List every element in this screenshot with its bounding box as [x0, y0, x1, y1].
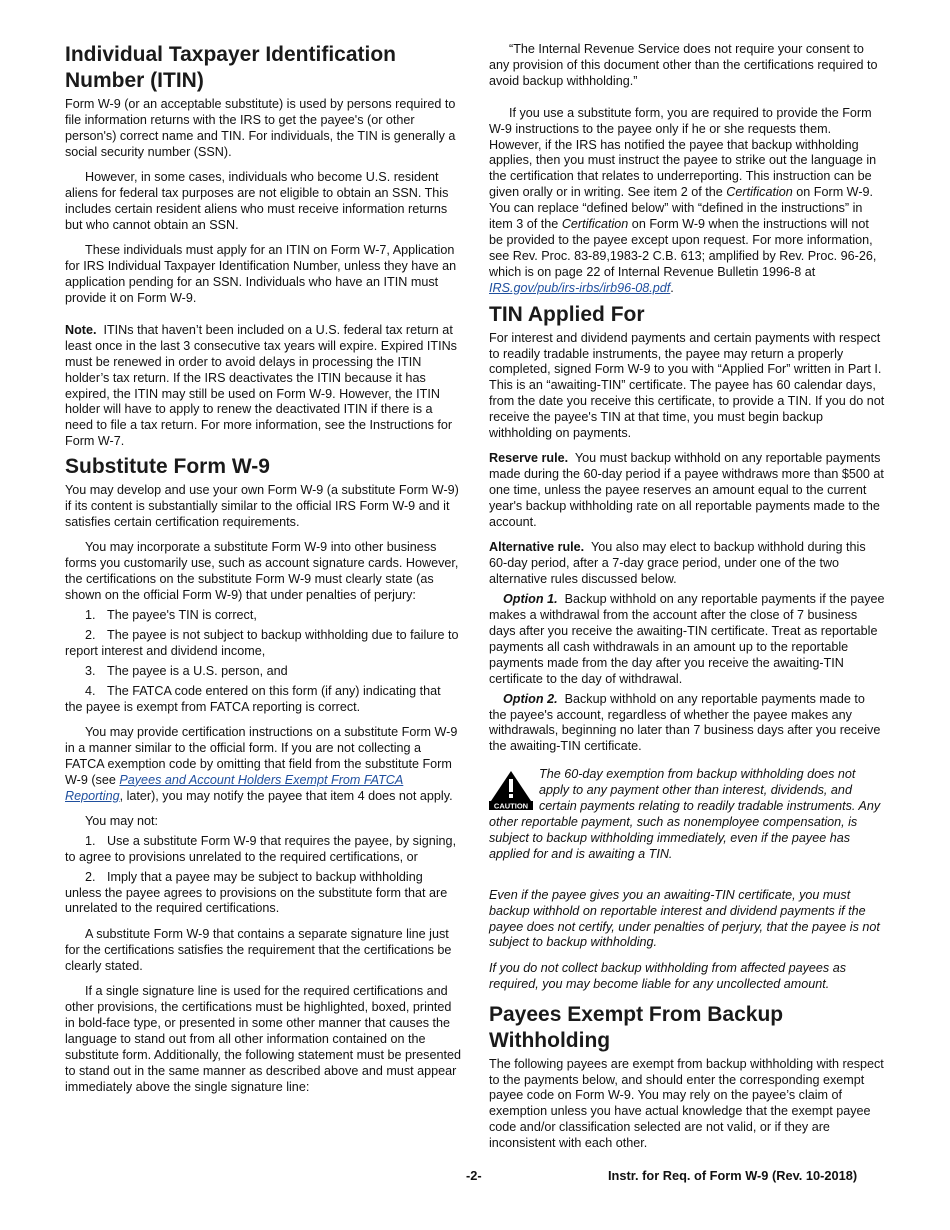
- right-column: [489, 38, 885, 1152]
- tin-applied-heading: TIN Applied For: [489, 302, 645, 326]
- substitute-paragraph-3: You may provide certification instructions on a substitute Form W-9 in a manner similar to the official form. If you are not collecting a FATCA exemption code by omitting that field from the substitute Form W-9 (see Payees and Account Holders Exempt From FATCA Reporting, later), you may notify the payee that item 4 does not apply.: [65, 724, 458, 803]
- caution-icon: [489, 770, 533, 810]
- list-item: 3. The payee is a U.S. person, and: [85, 663, 288, 678]
- substitute-form-paragraph: If you use a substitute form, you are required to provide the Form W-9 instructions to the payee only if he or she requests them. However, if the IRS has notified the payee that backup withholding applies, then you must instruct the payee to strike out the language in the certification that relates to underreporting. This instruction can be given orally or in writing. See item 2 of the Certification on Form W-9. You can replace “defined below” with “defined in the instructions” in item 3 of the Certification on Form W-9 when the instructions will not be provided to the payee except upon request. For more information, see Rev. Proc. 83-89,1983-2 C.B. 613; amplified by Rev. Proc. 96-26, which is on page 22 of Internal Revenue Bulletin 1996-8 at IRS.gov/pub/irs-irbs/irb96-08.pdf.: [489, 105, 877, 295]
- itin-paragraph-2: However, in some cases, individuals who become U.S. resident aliens for federal tax purposes are not eligible to obtain an SSN. This includes certain resident aliens who must receive information returns but who cannot obtain an SSN.: [65, 170, 449, 232]
- note-text: ITINs that haven’t been included on a U.S. federal tax return at least once in the last 3 consecutive tax years will expire. Expired ITINs must be renewed in order to avoid delays in processing the ITIN holder’s tax return. If the IRS deactivates the ITIN because it has expired, the ITIN may still be used on Form W-9. However, the ITIN holder will have to apply to renew the deactivated ITIN if there is a need to file a tax return. For more information, see the Instructions for Form W-7.: [65, 322, 457, 449]
- substitute-paragraph-5: If a single signature line is used for the required certifications and other provisions, the certifications must be highlighted, boxed, printed in bold-face type, or presented in some other manner that causes the language to stand out from all other information contained on the substitute form. Additionally, the following statement must be presented to stand out in the same manner as described above and must appear immediately above the single signature line:: [65, 984, 461, 1094]
- tin-applied-paragraph: For interest and dividend payments and certain payments with respect to readily tradable instruments, the payee may return a properly completed, signed Form W-9 to you with “Applied For” written in Part I. This is an “awaiting-TIN” certificate. The payee has 60 calendar days, from the date you receive this certificate, to provide a TIN. If you do not receive the payee's TIN at that time, you must begin backup withholding on payments.: [489, 330, 885, 441]
- itin-paragraph-1: Form W-9 (or an acceptable substitute) is used by persons required to file information returns with the IRS to get the payee's (or other person's) correct name and TIN. For individuals, the TIN is generally a social security number (SSN).: [65, 97, 456, 159]
- caution-text: The 60-day exemption from backup withholding does not apply to any payment other than interest, dividends, and certain payments relating to readily tradable instruments. Any other reportable payment, such as nonemployee compensation, is subject to backup withholding immediately, even if the payee has applied for and is awaiting a TIN.: [489, 767, 881, 861]
- reserve-rule-paragraph: Reserve rule. You must backup withhold on any reportable payments made during the 60-day period if a payee withdraws more than $500 at one time, unless the payee reserves an amount equal to the current year's backup withholding rate on all reportable payments made to the account.: [489, 451, 884, 530]
- note-paragraph: [65, 323, 461, 450]
- list-item: 2. Imply that a payee may be subject to backup withholding unless the payee agrees to provisions on the substitute form that are unrelated to the required certifications.: [65, 869, 448, 916]
- fatca-exempt-link[interactable]: Payees and Account Holders Exempt From FATCA Reporting: [65, 772, 404, 803]
- irb-pdf-link[interactable]: IRS.gov/pub/irs-irbs/irb96-08.pdf: [489, 280, 671, 295]
- substitute-heading: Substitute Form W-9: [65, 455, 270, 479]
- awaiting-tin-note: Even if the payee gives you an awaiting-TIN certificate, you must backup withhold on reportable interest and dividend payments if the payee does not certify, under penalties of perjury, that the payee is not subject to backup withholding.: [489, 887, 880, 950]
- substitute-paragraph-4: A substitute Form W-9 that contains a separate signature line just for the certifications satisfies the requirement that the certifications be clearly stated.: [65, 926, 452, 973]
- list-item: 4. The FATCA code entered on this form (if any) indicating that the payee is exempt from FATCA reporting is correct.: [65, 683, 441, 714]
- irs-consent-quote: “The Internal Revenue Service does not require your consent to any provision of this document other than the certifications required to avoid backup withholding.”: [489, 42, 878, 88]
- itin-paragraph-3: These individuals must apply for an ITIN on Form W-7, Application for IRS Individual Taxpayer Identification Number, unless they have an application pending for an SSN. Individuals who have an ITIN must provide it on Form W-9.: [65, 243, 457, 305]
- list-item: 1. Use a substitute Form W-9 that requires the payee, by signing, to agree to provisions unrelated to the required certifications, or: [65, 833, 457, 864]
- certification-list: [65, 608, 461, 715]
- caution-label: CAUTION: [493, 801, 529, 811]
- option-1-paragraph: Option 1. Backup withhold on any reportable payments if the payee makes a withdrawal from the account after the close of 7 business days after you receive the awaiting-TIN certificate. Treat as reportable payments all cash withdrawals in an amount up to the reportable payments made from the day after you receive the awaiting-TIN certificate to the day of withdrawal.: [489, 592, 885, 686]
- liability-note: If you do not collect backup withholding from affected payees as required, you may become liable for any uncollected amount.: [489, 960, 847, 991]
- itin-heading: Individual Taxpayer Identification Number (ITIN): [65, 43, 397, 92]
- document-reference: Instr. for Req. of Form W-9 (Rev. 10-2018): [608, 1168, 858, 1183]
- substitute-paragraph-2: You may incorporate a substitute Form W-9 into other business forms you customarily use, such as account signature cards. However, the certifications on the substitute Form W-9 must clearly state (as shown on the official Form W-9) that under penalties of perjury:: [65, 540, 459, 603]
- option-1-lead: Option 1.: [503, 592, 558, 607]
- list-item: 1. The payee's TIN is correct,: [85, 607, 257, 622]
- option-2-paragraph: Option 2. Backup withhold on any reportable payments made to the payee's account, regardless of whether the payee makes any withdrawals, beginning no later than 7 business days after you receive the awaiting-TIN certificate.: [489, 691, 881, 754]
- reserve-rule-lead: Reserve rule.: [489, 451, 569, 466]
- alternative-rule-paragraph: Alternative rule. You also may elect to backup withhold during this 60-day period, after a 7-day grace period, under one of the two alternative rules discussed below.: [489, 540, 866, 587]
- alternative-rule-lead: Alternative rule.: [489, 540, 585, 555]
- substitute-paragraph-1: You may develop and use your own Form W-9 (a substitute Form W-9) if its content is substantially similar to the official IRS Form W-9 and it satisfies certain certification requirements.: [65, 483, 459, 529]
- may-not-list: [65, 834, 461, 918]
- may-not-intro: You may not:: [85, 813, 159, 828]
- page-number: -2-: [466, 1168, 482, 1183]
- note-lead: Note.: [65, 322, 97, 337]
- caution-block: [489, 767, 885, 862]
- left-column: [65, 38, 461, 1095]
- option-2-lead: Option 2.: [503, 691, 558, 706]
- list-item: 2. The payee is not subject to backup withholding due to failure to report interest and dividend income,: [65, 627, 459, 658]
- payees-exempt-paragraph: The following payees are exempt from backup withholding with respect to the payments below, and should enter the corresponding exempt payee code on Form W-9. You may rely on the payee’s claim of exemption unless you have actual knowledge that the exempt payee code and/or classification selected are not valid, or if they are inconsistent with each other.: [489, 1056, 884, 1151]
- payees-exempt-heading: Payees Exempt From Backup Withholding: [489, 1002, 784, 1052]
